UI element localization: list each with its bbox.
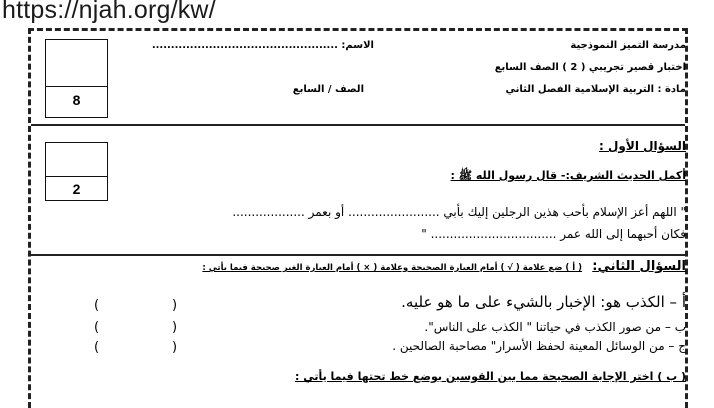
- q2-part-b-instruction: ( ب ) اختر الإجابة الصحيحة مما بين القوسين بوضع خط تحتها فيما يأتي :: [294, 370, 686, 383]
- header-divider: [31, 124, 685, 126]
- answer-paren-close-3[interactable]: ): [172, 340, 178, 355]
- total-score-box: [45, 39, 108, 118]
- source-url: https://njah.org/kw/: [2, 0, 216, 24]
- hadith-line-1: " اللهم أعز الإسلام بأحب هذين الرجلين إليك بأبي ........................ أو بعمر ...................: [232, 205, 686, 219]
- q1-divider: [31, 254, 685, 256]
- answer-paren-close-1[interactable]: ): [172, 298, 178, 313]
- hadith-line-2: فكان أحبهما إلى الله عمر ................................. ": [421, 227, 686, 241]
- q1-score-value: 2: [72, 181, 81, 197]
- answer-paren-open-2[interactable]: (: [94, 320, 100, 335]
- answer-paren-close-2[interactable]: ): [172, 320, 178, 335]
- q1-title: السؤال الأول :: [599, 139, 686, 153]
- q2-instruction: ( أ ) ضع علامة ( √ ) أمام العبارة الصحيحة وعلامة ( × ) أمام العبارة الغير صحيحة فيما يأتي :: [202, 263, 582, 273]
- total-score-value: 8: [72, 92, 81, 108]
- q1-instruction: أكمل الحديث الشريف:- قال رسول الله ﷺ :: [450, 169, 686, 182]
- q2-title: السؤال الثاني:: [592, 259, 686, 274]
- student-name-field[interactable]: الاسم: .................................................: [151, 40, 374, 51]
- answer-paren-open-3[interactable]: (: [94, 340, 100, 355]
- grade-label: الصف / السابع: [292, 84, 364, 95]
- q2-item-3: ج – من الوسائل المعينة لحفظ الأسرار" مصاحبة الصالحين .: [392, 339, 686, 353]
- subject-line: مادة : التربية الإسلامية الفصل الثاني: [505, 84, 686, 95]
- q2-item-1: أ – الكذب هو: الإخبار بالشيء على ما هو عليه.: [401, 293, 686, 311]
- school-name: مدرسة التميز النموذجية: [570, 40, 686, 51]
- q1-score-box: [45, 142, 108, 201]
- answer-paren-open-1[interactable]: (: [94, 298, 100, 313]
- q2-item-2: ب – من صور الكذب في حياتنا " الكذب على الناس".: [424, 320, 686, 334]
- exam-title: اختبار قصير تجريبي ( 2 ) الصف السابع: [494, 62, 686, 73]
